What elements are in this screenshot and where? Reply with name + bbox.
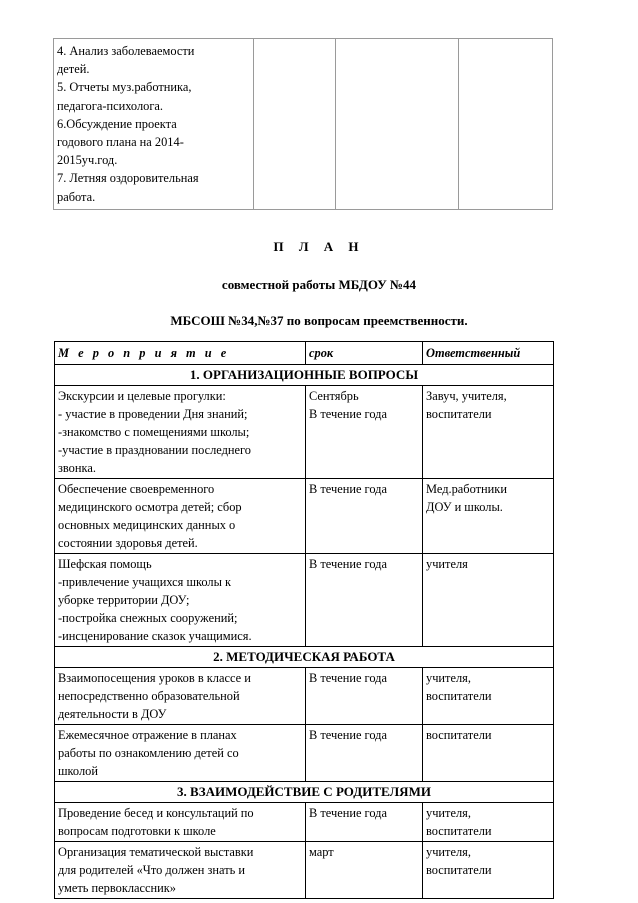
column-header-term: срок: [306, 342, 423, 365]
agenda-line: 7. Летняя оздоровительная: [57, 171, 199, 186]
section-row: [55, 647, 554, 668]
table-row: [55, 386, 554, 479]
previous-plan-table: [53, 38, 553, 210]
activity-cell: Проведение бесед и консультаций по вопросам подготовки к школе: [55, 803, 306, 842]
table-row: [55, 479, 554, 554]
table-row: [54, 39, 553, 210]
section-title: 3. ВЗАИМОДЕЙСТВИЕ С РОДИТЕЛЯМИ: [55, 782, 554, 803]
agenda-line: 6.Обсуждение проекта: [57, 116, 177, 131]
column-header-responsible: Ответственный: [423, 342, 554, 365]
activity-cell: Ежемесячное отражение в планах работы по ознакомлению детей со школой: [55, 725, 306, 782]
table-row: [55, 554, 554, 647]
term-cell: В течение года: [306, 479, 423, 554]
responsible-cell: учителя: [423, 554, 554, 647]
section-title: 1. ОРГАНИЗАЦИОННЫЕ ВОПРОСЫ: [55, 365, 554, 386]
agenda-line: работа.: [57, 189, 96, 204]
agenda-line: 4. Анализ заболеваемости: [57, 44, 195, 58]
plan-subtitle: совместной работы МБДОУ №44: [221, 277, 417, 292]
responsible-cell: Мед.работники ДОУ и школы.: [423, 479, 554, 554]
term-cell: март: [306, 842, 423, 899]
responsible-cell: воспитатели: [423, 725, 554, 782]
term-cell: В течение года: [306, 554, 423, 647]
agenda-cell: [54, 39, 254, 210]
term-cell: В течение года: [306, 803, 423, 842]
table-row: [55, 842, 554, 899]
empty-cell: [254, 39, 336, 210]
section-row: [55, 782, 554, 803]
header-row: [55, 342, 554, 365]
table-row: [55, 803, 554, 842]
term-cell: Сентябрь В течение года: [306, 386, 423, 479]
table-row: [55, 725, 554, 782]
agenda-line: 5. Отчеты муз.работника,: [57, 80, 192, 95]
empty-cell: [336, 39, 459, 210]
activity-cell: Шефская помощь -привлечение учащихся школы к уборке территории ДОУ; -постройка снежных сооружений; -инсценирование сказок учащимися.: [55, 554, 306, 647]
section-row: [55, 365, 554, 386]
term-cell: В течение года: [306, 668, 423, 725]
activity-cell: Взаимопосещения уроков в классе и непосредственно образовательной деятельности в ДОУ: [55, 668, 306, 725]
column-header-activity: М е р о п р и я т и е: [55, 342, 306, 365]
agenda-line: 2015уч.год.: [57, 153, 118, 168]
plan-table: [54, 341, 554, 899]
activity-cell: Экскурсии и целевые прогулки: - участие в проведении Дня знаний; -знакомство с помещениями школы; -участие в праздновании последнего звонка.: [55, 386, 306, 479]
responsible-cell: учителя, воспитатели: [423, 842, 554, 899]
agenda-line: педагога-психолога.: [57, 98, 164, 113]
table-row: [55, 668, 554, 725]
plan-subtitle: МБСОШ №34,№37 по вопросам преемственности.: [170, 313, 468, 328]
activity-cell: Организация тематической выставки для родителей «Что должен знать и уметь первоклассник»: [55, 842, 306, 899]
responsible-cell: учителя, воспитатели: [423, 668, 554, 725]
plan-title: П Л А Н: [273, 239, 365, 254]
agenda-line: годового плана на 2014-: [57, 135, 184, 150]
empty-cell: [459, 39, 553, 210]
term-cell: В течение года: [306, 725, 423, 782]
section-title: 2. МЕТОДИЧЕСКАЯ РАБОТА: [55, 647, 554, 668]
agenda-line: детей.: [57, 62, 90, 77]
responsible-cell: Завуч, учителя, воспитатели: [423, 386, 554, 479]
activity-cell: Обеспечение своевременного медицинского осмотра детей; сбор основных медицинских данных о состоянии здоровья детей.: [55, 479, 306, 554]
responsible-cell: учителя, воспитатели: [423, 803, 554, 842]
